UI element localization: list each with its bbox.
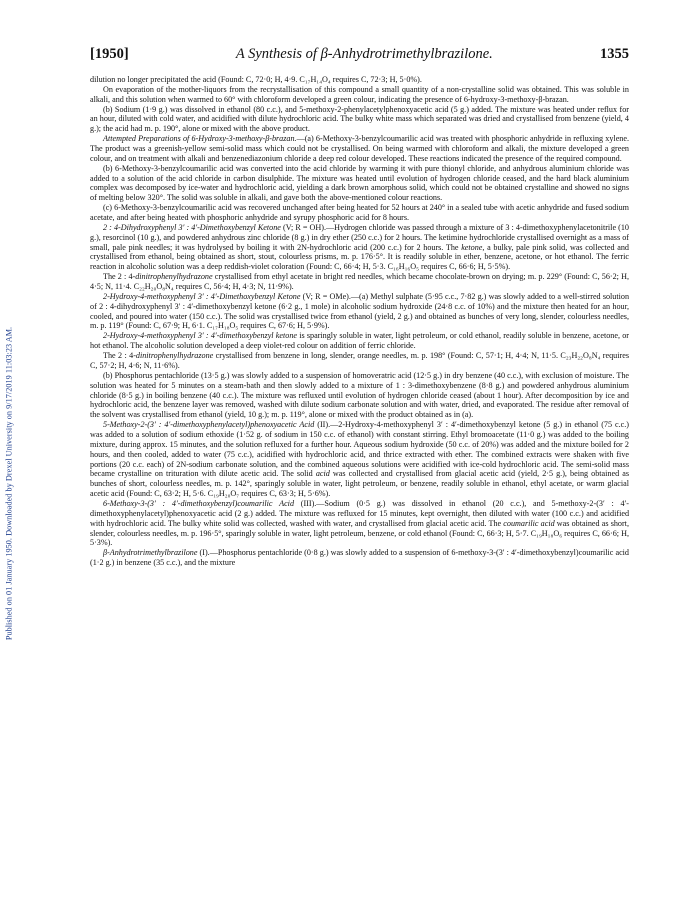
italic-text: 2-Hydroxy-4-methoxyphenyl 3′ : 4′-dimethoxybenzyl ketone [103,331,297,341]
paragraph [90,548,629,568]
italic-text: 6-Methoxy-3-(3′ : 4′-dimethoxybenzyl)coumarilic Acid [103,498,295,508]
download-watermark [3,85,15,885]
italic-text: ketone [461,242,483,252]
paragraph [90,292,629,331]
paragraph [90,499,629,548]
paragraph [90,371,629,420]
italic-text: acid [315,469,330,479]
italic-text: 2-Hydroxy-4-methoxyphenyl 3′ : 4′-Dimethoxybenzyl Ketone [103,291,301,301]
italic-text: β-Anhydrotrimethylbrazilone [103,548,198,558]
header-year: [1950] [90,46,129,62]
page-number: 1355 [600,46,629,62]
paragraph [90,272,629,292]
paragraph-text: (I).—Phosphorus pentachloride (0·8 g.) was slowly added to a suspension of 6-methoxy-3-(3′ : 4′-dimethoxybenzyl)coumarilic acid (1·2 g.) in benzene (35 c.c.), and the mixture [90,548,629,568]
paragraph-text: (b) 6-Methoxy-3-benzylcoumarilic acid was converted into the acid chloride by warming it with pure thionyl chloride, and anhydrous aluminium chloride was added to a solution of the acid chloride in carbon disulphide. The mixture was heated until evolution of hydrogen chloride ceased, and the hard black aluminium complex was decomposed by ice-water and hydrochloric acid, yielding a dark brown amorphous solid, which could not be obtained crystalline and showed no signs of melting below 320°. The solid was soluble in alkali, and gave both the above-mentioned colour reactions. [90,163,629,203]
italic-text: 5-Methoxy-2-(3′ : 4′-dimethoxyphenylacetyl)phenoxyacetic Acid [103,420,315,430]
paragraph-text: (c) 6-Methoxy-3-benzylcoumarilic acid was recovered unchanged after being heated for 52 hours at 240° in a sealed tube with acetic anhydride and fused sodium acetate, and after being heated with phosphoric anhydride and syrupy phosphoric acid for 8 hours. [90,203,629,223]
paragraph-text: was collected and crystallised from glacial acetic acid (yield, 2·5 g.), being obtained as bunches of short, colourless needles, m. p. 142°, sparingly soluble in water, light petroleum, or benzene, readily soluble in ethanol, ethyl acetate, or warm glacial acetic acid (Found: C, 63·2; H, 5·6. C₁₉H₂₀O₇ requires C, 63·3; H, 5·6%). [90,469,629,499]
paragraph-text: (III).—Sodium (0·5 g.) was dissolved in ethanol (20 c.c.), and 5-methoxy-2-(3′ : 4′-dimethoxyphenylacetyl)phenoxyacetic acid (2 g.) added. The mixture was refluxed for 15 minutes, kept overnight, then diluted with water (100 c.c.) and acidified with hydrochloric acid. The bulky white solid was collected, washed with water, and crystallised from glacial acetic acid. The [90,498,630,528]
paragraph [90,85,629,105]
header-title: A Synthesis of β-Anhydrotrimethylbrazilone. [235,46,493,62]
paragraph [90,105,629,135]
running-header [90,46,629,62]
paragraph-text: (V; R = OH).—Hydrogen chloride was passed through a mixture of 3 : 4-dimethoxyphenylacetonitrile (10 g.), resorcinol (10 g.), and powdered anhydrous zinc chloride (8 g.) in dry ether (250 c.c.) for 2 hours. The ketimine hydrochloride crystallised overnight as a mass of small, pale pink needles; it was hydrolysed by boiling it with 2N-hydrochloric acid (200 c.c.) for 2 hours. The [90,222,629,252]
paragraph [90,75,629,85]
paragraph-text: crystallised from ethyl acetate in bright red needles, which became chocolate-brown on drying; m. p. 229° (Found: C, 56·2; H, 4·5; N, 11·4. C₂₂H₂₀O₈N₄ requires C, 56·4; H, 4·3; N, 11·9%). [90,272,629,292]
italic-text: 2 : 4-Dihydroxyphenyl 3′ : 4′-Dimethoxybenzyl Ketone [103,222,281,232]
paragraph-text: , a bulky, pale pink solid, was collected and crystallised from ethanol, being obtained as short, stout, colourless prisms, m. p. 176·5°. It is readily soluble in ether, benzene, acetone, or hot ethanol. The ferric reaction in alcoholic solution was a deep reddish-violet coloration (Found: C, 66·4; H, 5·3. C₁₆H₁₆O₅ requires C, 66·6; H, 5·5%). [90,242,629,272]
paragraph [90,351,629,371]
italic-text: dinitrophenylhydrazone [135,351,214,361]
paragraph-text: dilution no longer precipitated the acid (Found: C, 72·0; H, 4·9. C₁₇H₁₄O₄ requires C, 72·3; H, 5·0%). [90,75,422,84]
italic-text: Attempted Preparations of 6-Hydroxy-3-methoxy-β-brazan. [103,134,297,144]
journal-page [90,46,629,568]
italic-text: dinitrophenylhydrazone [135,272,213,282]
paragraph [90,331,629,351]
paragraph-text: crystallised from benzene in long, slender, orange needles, m. p. 198° (Found: C, 57·1; H, 4·4; N, 11·5. C₂₃H₂₂O₈N₄ requires C, 57·2; H, 4·6; N, 11·6%). [90,351,629,370]
paragraph-text: (II).—2-Hydroxy-4-methoxyphenyl 3′ : 4′-dimethoxybenzyl ketone (5 g.) in ethanol (75 c.c.) was added to a solution of sodium ethoxide (1·52 g. of sodium in 150 c.c. of ethanol) with constant stirring. Ethyl bromoacetate (11·0 g.) was added to the boiling mixture, during approx. 15 minutes, and the solution refluxed for a further hour. Aqueous sodium hydroxide (50 c.c. of 20%) was added and the mixture boiled for 2 hours, and then cooled, added to water (75 c.c.), acidified with hydrochloric acid, and thrice extracted with ether. The combined extracts were shaken with five portions (20 c.c. each) of 2N-sodium carbonate solution, and the combined aqueous solutions were acidified with ice-cold hydrochloric acid. The semi-solid mass became crystalline on trituration with dilute acetic acid. The solid [90,420,629,479]
paragraph-text: The 2 : 4- [103,351,136,361]
paragraph [90,420,629,499]
paragraph-text: was obtained as short, slender, colourless needles, m. p. 196·5°, sparingly soluble in water, light petroleum, benzene, or cold ethanol (Found: C, 66·3; H, 5·7. C₁₉H₁₈O₆ requires C, 66·6; H, 5·3%). [90,518,629,548]
paragraph-text: (b) Phosphorus pentachloride (13·5 g.) was slowly added to a suspension of homoveratric acid (12·5 g.) in dry benzene (40 c.c.), with exclusion of moisture. The solution was heated for 5 minutes on a steam-bath and then slowly added to a mixture of 1 : 3-dimethoxybenzene (8·8 g.) and powdered anhydrous aluminium chloride (8·5 g.) in boiling benzene (40 c.c.). The mixture was refluxed until evolution of hydrogen chloride ceased (about 1 hour). After decomposition by ice and hydrochloric acid, the benzene layer was removed, washed with dilute sodium carbonate solution and with water, dried, and evaporated. The residue after removal of the solvent was crystallised from ethanol (yield, 10 g.); m. p. 119°, alone or mixed with the product obtained as in (a). [90,370,629,420]
paragraph-text: (V; R = OMe).—(a) Methyl sulphate (5·95 c.c., 7·82 g.) was slowly added to a well-stirred solution of 2 : 4-dihydroxyphenyl 3′ : 4′-dimethoxybenzyl ketone (6·2 g., 1 mole) in alcoholic sodium hydroxide (24·8 c.c. of 10%) and the mixture then heated for an hour, cooled, and poured into water (150 c.c.). The solid was crystallised twice from ethanol (yield, 2 g.) and obtained as bunches of very long, slender, colourless needles, m. p. 119° (Found: C, 67·9; H, 6·1. C₁₇H₁₈O₅ requires C, 67·6; H, 5·9%). [90,291,630,331]
italic-text: coumarilic acid [503,518,555,528]
paragraph-text: On evaporation of the mother-liquors from the recrystallisation of this compound a small quantity of a non-crystalline solid was obtained. This was soluble in alkali, and this solution when warmed to 60° with chloroform developed a green colour, indicating the presence of 6-hydroxy-3-methoxy-β-brazan. [90,84,629,104]
paragraph [90,203,629,223]
paragraph [90,164,629,203]
paragraph [90,134,629,164]
article-body [90,75,629,568]
paragraph-text: (b) Sodium (1·9 g.) was dissolved in ethanol (80 c.c.), and 5-methoxy-2-phenylacetylphenoxyacetic acid (5 g.) added. The mixture was heated under reflux for an hour, diluted with cold water, and acidified with dilute hydrochloric acid. The bulky white mass which separated was dried and crystallised from benzene (yield, 4 g.); the acid had m. p. 190°, alone or mixed with the above product. [90,104,629,134]
paragraph-text: The 2 : 4- [103,272,136,282]
paragraph-text: is sparingly soluble in water, light petroleum, or cold ethanol, readily soluble in benzene, acetone, or hot ethanol. The alcoholic solution developed a deep violet-red colour on addition of ferric chloride. [90,331,630,351]
download-watermark-text: Published on 01 January 1950. Downloaded by Drexel University on 9/17/2019 11:03:23 AM. [4,326,14,641]
paragraph [90,223,629,272]
paragraph-text: —(a) 6-Methoxy-3-benzylcoumarilic acid was treated with phosphoric anhydride in refluxing xylene. The product was a greenish-yellow semi-solid mass which could not be crystallised. On being warmed with chloroform and alkali, the mixture developed a green colour, and on treatment with alkali and benzenediazonium chloride a deep red colour developed. These reactions indicated the presence of the required compound. [90,134,629,163]
